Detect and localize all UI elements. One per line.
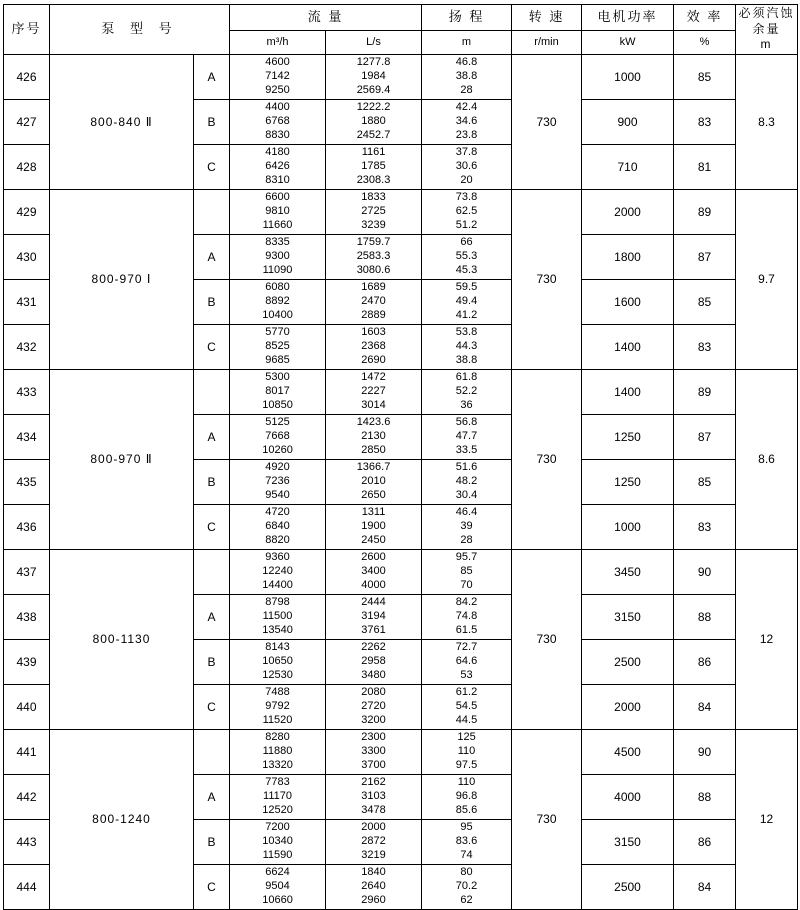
- cell-npsh: 12: [736, 730, 798, 910]
- cell-efficiency: 89: [674, 370, 736, 415]
- cell-variant: A: [194, 55, 230, 100]
- cell-efficiency: 84: [674, 865, 736, 910]
- cell-power: 4500: [582, 730, 674, 775]
- header-head: 扬 程: [422, 5, 512, 31]
- header-row-titles: [4, 5, 798, 31]
- cell-head: 80 70.2 62: [422, 865, 512, 910]
- cell-flow-ls: 1472 2227 3014: [326, 370, 422, 415]
- header-npsh: [736, 5, 798, 55]
- cell-seq: 438: [4, 595, 50, 640]
- cell-flow-m3h: 8143 10650 12530: [230, 640, 326, 685]
- cell-variant: A: [194, 595, 230, 640]
- cell-head: 72.7 64.6 53: [422, 640, 512, 685]
- cell-flow-ls: 2444 3194 3761: [326, 595, 422, 640]
- cell-model: 800-1130: [50, 550, 194, 730]
- cell-flow-m3h: 5300 8017 10850: [230, 370, 326, 415]
- cell-flow-ls: 2262 2958 3480: [326, 640, 422, 685]
- table-row: [4, 550, 798, 595]
- cell-seq: 437: [4, 550, 50, 595]
- cell-efficiency: 85: [674, 280, 736, 325]
- cell-variant: B: [194, 100, 230, 145]
- cell-power: 710: [582, 145, 674, 190]
- header-seq: 序号: [4, 5, 50, 55]
- header-power: 电机功率: [582, 5, 674, 31]
- unit-power: kW: [582, 31, 674, 55]
- cell-flow-m3h: 8335 9300 11090: [230, 235, 326, 280]
- cell-variant: [194, 190, 230, 235]
- cell-head: 66 55.3 45.3: [422, 235, 512, 280]
- cell-flow-ls: 1833 2725 3239: [326, 190, 422, 235]
- cell-flow-ls: 1840 2640 2960: [326, 865, 422, 910]
- header-model: 泵 型 号: [50, 5, 230, 55]
- cell-head: 56.8 47.7 33.5: [422, 415, 512, 460]
- pump-specification-table: [3, 4, 798, 910]
- cell-variant: B: [194, 640, 230, 685]
- cell-power: 1400: [582, 370, 674, 415]
- cell-flow-ls: 1277.8 1984 2569.4: [326, 55, 422, 100]
- cell-variant: C: [194, 685, 230, 730]
- cell-variant: A: [194, 775, 230, 820]
- cell-power: 1000: [582, 505, 674, 550]
- unit-flow-ls: L/s: [326, 31, 422, 55]
- cell-power: 3450: [582, 550, 674, 595]
- cell-flow-m3h: 6600 9810 11660: [230, 190, 326, 235]
- cell-model: 800-1240: [50, 730, 194, 910]
- header-npsh-unit: m: [760, 37, 773, 52]
- cell-seq: 433: [4, 370, 50, 415]
- cell-head: 42.4 34.6 23.8: [422, 100, 512, 145]
- cell-npsh: 12: [736, 550, 798, 730]
- cell-seq: 436: [4, 505, 50, 550]
- cell-head: 61.8 52.2 36: [422, 370, 512, 415]
- cell-flow-m3h: 4400 6768 8830: [230, 100, 326, 145]
- cell-head: 95 83.6 74: [422, 820, 512, 865]
- cell-head: 51.6 48.2 30.4: [422, 460, 512, 505]
- cell-variant: B: [194, 460, 230, 505]
- cell-flow-ls: 1222.2 1880 2452.7: [326, 100, 422, 145]
- cell-flow-m3h: 4600 7142 9250: [230, 55, 326, 100]
- unit-flow-m3h: m³/h: [230, 31, 326, 55]
- cell-efficiency: 87: [674, 415, 736, 460]
- cell-flow-ls: 1759.7 2583.3 3080.6: [326, 235, 422, 280]
- table-row: [4, 55, 798, 100]
- cell-seq: 431: [4, 280, 50, 325]
- cell-variant: [194, 370, 230, 415]
- cell-seq: 435: [4, 460, 50, 505]
- cell-power: 1250: [582, 415, 674, 460]
- cell-seq: 427: [4, 100, 50, 145]
- cell-model: 800-970 Ⅰ: [50, 190, 194, 370]
- cell-seq: 443: [4, 820, 50, 865]
- table-header: [4, 5, 798, 55]
- cell-variant: C: [194, 505, 230, 550]
- cell-power: 1400: [582, 325, 674, 370]
- cell-efficiency: 86: [674, 820, 736, 865]
- cell-variant: C: [194, 865, 230, 910]
- cell-efficiency: 85: [674, 55, 736, 100]
- cell-model: 800-840 Ⅱ: [50, 55, 194, 190]
- cell-head: 59.5 49.4 41.2: [422, 280, 512, 325]
- cell-flow-ls: 2080 2720 3200: [326, 685, 422, 730]
- cell-power: 4000: [582, 775, 674, 820]
- cell-seq: 432: [4, 325, 50, 370]
- cell-head: 110 96.8 85.6: [422, 775, 512, 820]
- unit-head: m: [422, 31, 512, 55]
- cell-speed: 730: [512, 370, 582, 550]
- cell-seq: 440: [4, 685, 50, 730]
- table-body: [4, 55, 798, 910]
- cell-power: 1600: [582, 280, 674, 325]
- cell-power: 2500: [582, 865, 674, 910]
- cell-flow-m3h: 4720 6840 8820: [230, 505, 326, 550]
- cell-power: 2500: [582, 640, 674, 685]
- cell-flow-ls: 1689 2470 2889: [326, 280, 422, 325]
- cell-power: 2000: [582, 685, 674, 730]
- cell-head: 84.2 74.8 61.5: [422, 595, 512, 640]
- cell-seq: 428: [4, 145, 50, 190]
- cell-flow-ls: 1423.6 2130 2850: [326, 415, 422, 460]
- table-row: [4, 730, 798, 775]
- cell-variant: C: [194, 145, 230, 190]
- cell-head: 46.8 38.8 28: [422, 55, 512, 100]
- cell-power: 900: [582, 100, 674, 145]
- cell-speed: 730: [512, 550, 582, 730]
- cell-flow-m3h: 7200 10340 11590: [230, 820, 326, 865]
- cell-head: 53.8 44.3 38.8: [422, 325, 512, 370]
- cell-seq: 430: [4, 235, 50, 280]
- header-speed: 转 速: [512, 5, 582, 31]
- cell-efficiency: 83: [674, 100, 736, 145]
- cell-variant: A: [194, 235, 230, 280]
- cell-flow-m3h: 4180 6426 8310: [230, 145, 326, 190]
- cell-head: 37.8 30.6 20: [422, 145, 512, 190]
- cell-efficiency: 83: [674, 325, 736, 370]
- cell-seq: 441: [4, 730, 50, 775]
- cell-seq: 426: [4, 55, 50, 100]
- cell-speed: 730: [512, 55, 582, 190]
- cell-flow-m3h: 8798 11500 13540: [230, 595, 326, 640]
- cell-efficiency: 84: [674, 685, 736, 730]
- cell-variant: A: [194, 415, 230, 460]
- table-row: [4, 190, 798, 235]
- cell-variant: [194, 730, 230, 775]
- cell-speed: 730: [512, 730, 582, 910]
- cell-npsh: 8.3: [736, 55, 798, 190]
- cell-variant: B: [194, 820, 230, 865]
- cell-efficiency: 89: [674, 190, 736, 235]
- cell-head: 73.8 62.5 51.2: [422, 190, 512, 235]
- cell-flow-ls: 2162 3103 3478: [326, 775, 422, 820]
- cell-flow-m3h: 7488 9792 11520: [230, 685, 326, 730]
- cell-head: 46.4 39 28: [422, 505, 512, 550]
- cell-flow-ls: 1603 2368 2690: [326, 325, 422, 370]
- cell-flow-ls: 2000 2872 3219: [326, 820, 422, 865]
- cell-seq: 442: [4, 775, 50, 820]
- cell-variant: C: [194, 325, 230, 370]
- cell-efficiency: 90: [674, 730, 736, 775]
- unit-efficiency: %: [674, 31, 736, 55]
- cell-flow-m3h: 4920 7236 9540: [230, 460, 326, 505]
- header-flow: 流 量: [230, 5, 422, 31]
- cell-seq: 439: [4, 640, 50, 685]
- pump-spec-sheet: [0, 4, 800, 906]
- cell-efficiency: 87: [674, 235, 736, 280]
- cell-flow-m3h: 5770 8525 9685: [230, 325, 326, 370]
- header-npsh-line1: 必须汽蚀余量: [738, 6, 795, 36]
- cell-flow-m3h: 8280 11880 13320: [230, 730, 326, 775]
- cell-power: 1000: [582, 55, 674, 100]
- cell-flow-ls: 1311 1900 2450: [326, 505, 422, 550]
- cell-efficiency: 86: [674, 640, 736, 685]
- cell-flow-ls: 2600 3400 4000: [326, 550, 422, 595]
- cell-power: 1800: [582, 235, 674, 280]
- cell-efficiency: 83: [674, 505, 736, 550]
- cell-efficiency: 85: [674, 460, 736, 505]
- cell-speed: 730: [512, 190, 582, 370]
- table-row: [4, 370, 798, 415]
- cell-seq: 434: [4, 415, 50, 460]
- cell-npsh: 8.6: [736, 370, 798, 550]
- cell-head: 125 110 97.5: [422, 730, 512, 775]
- cell-efficiency: 81: [674, 145, 736, 190]
- header-efficiency: 效 率: [674, 5, 736, 31]
- cell-flow-m3h: 6624 9504 10660: [230, 865, 326, 910]
- cell-head: 95.7 85 70: [422, 550, 512, 595]
- cell-efficiency: 88: [674, 595, 736, 640]
- cell-flow-m3h: 7783 11170 12520: [230, 775, 326, 820]
- cell-variant: [194, 550, 230, 595]
- cell-model: 800-970 Ⅱ: [50, 370, 194, 550]
- cell-power: 3150: [582, 820, 674, 865]
- cell-efficiency: 88: [674, 775, 736, 820]
- cell-flow-m3h: 9360 12240 14400: [230, 550, 326, 595]
- cell-flow-m3h: 6080 8892 10400: [230, 280, 326, 325]
- cell-npsh: 9.7: [736, 190, 798, 370]
- cell-seq: 444: [4, 865, 50, 910]
- cell-power: 1250: [582, 460, 674, 505]
- cell-power: 3150: [582, 595, 674, 640]
- cell-flow-m3h: 5125 7668 10260: [230, 415, 326, 460]
- cell-variant: B: [194, 280, 230, 325]
- cell-flow-ls: 1161 1785 2308.3: [326, 145, 422, 190]
- cell-head: 61.2 54.5 44.5: [422, 685, 512, 730]
- cell-flow-ls: 1366.7 2010 2650: [326, 460, 422, 505]
- cell-seq: 429: [4, 190, 50, 235]
- cell-efficiency: 90: [674, 550, 736, 595]
- unit-speed: r/min: [512, 31, 582, 55]
- cell-power: 2000: [582, 190, 674, 235]
- cell-flow-ls: 2300 3300 3700: [326, 730, 422, 775]
